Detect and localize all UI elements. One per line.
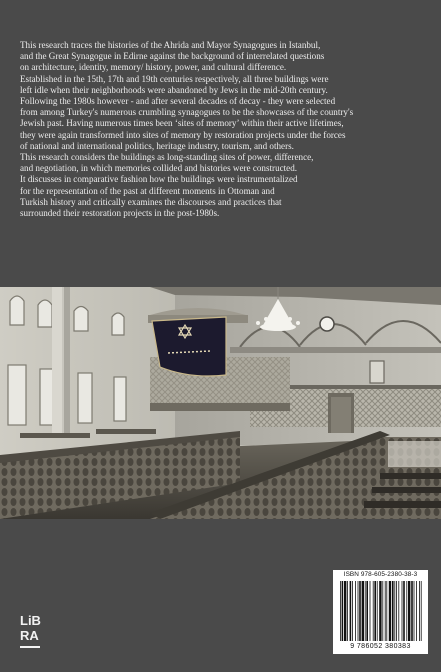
barcode-icon xyxy=(338,581,423,641)
parochet-curtain xyxy=(152,317,226,376)
publisher-logo xyxy=(20,614,42,658)
description-line: left idle when their neighborhoods were abandoned by Jews in the mid-20th century. xyxy=(20,84,328,95)
logo-underline xyxy=(20,646,40,648)
synagogue-interior-photo xyxy=(0,287,441,519)
back-cover-description xyxy=(20,40,424,219)
description-line: Turkish history and critically examines the discourses and practices that xyxy=(20,196,282,207)
description-line: Jewish past. Having numerous times been ‘sites of memory’ within their active lifetimes, xyxy=(20,118,344,129)
description-line: for the representation of the past at different moments in Ottoman and xyxy=(20,185,275,196)
isbn-label: ISBN 978-605-2380-38-3 xyxy=(343,571,418,578)
logo-line-top: LiB xyxy=(20,613,41,628)
logo-line-bottom: RA xyxy=(20,628,39,643)
description-line: This research traces the histories of the Ahrida and Mayor Synagogues in Istanbul, xyxy=(20,40,321,50)
isbn-barcode-block xyxy=(333,570,428,654)
description-line: Following the 1980s however - and after several decades of decay - they were selected xyxy=(20,96,336,107)
description-line: Established in the 15th, 17th and 19th centuries respectively, all three buildings were xyxy=(20,73,329,84)
description-line: of national and international politics, heritage industry, tourism, and others. xyxy=(20,140,294,151)
description-line: from among Turkey's numerous crumbling synagogues to be the showcases of the country's xyxy=(20,107,354,118)
description-line: It discusses in comparative fashion how the buildings were instrumentalized xyxy=(20,174,298,185)
ean-digits: 9 786052 380383 xyxy=(350,643,411,650)
description-line: This research considers the buildings as long-standing sites of power, difference, xyxy=(20,152,314,163)
description-line: on architecture, identity, memory/ history, power, and cultural difference. xyxy=(20,62,287,73)
description-line: and the Great Synagogue in Edirne against the background of interrelated questions xyxy=(20,51,325,62)
description-line: they were again transformed into sites of memory by restoration projects under the forces xyxy=(20,129,346,140)
description-line: and negotiation, in which memories collided and histories were constructed. xyxy=(20,163,298,174)
description-line: surrounded their restoration projects in the post-1980s. xyxy=(20,208,220,219)
